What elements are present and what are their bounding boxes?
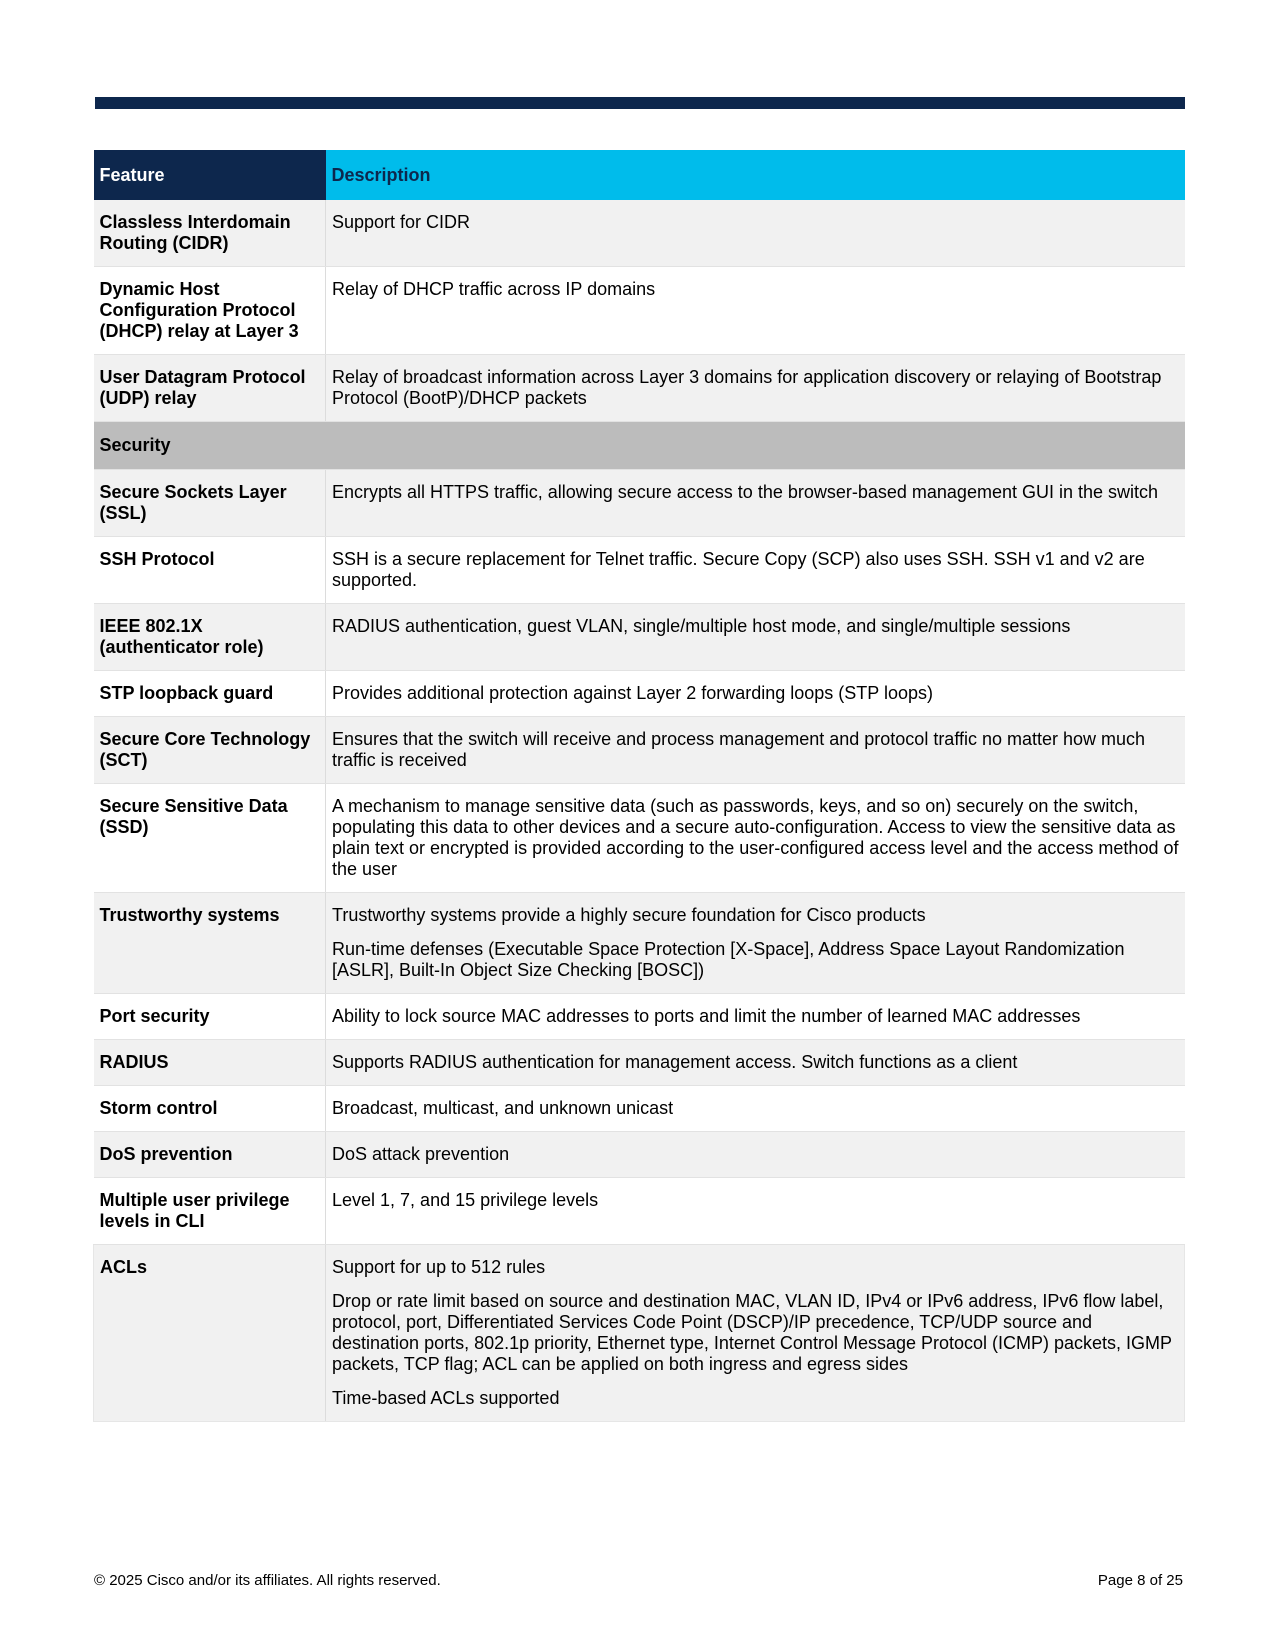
description-paragraph: Provides additional protection against Layer 2 forwarding loops (STP loops) (332, 683, 934, 703)
table-row (94, 1245, 1185, 1422)
feature-cell: IEEE 802.1X (authenticator role) (94, 604, 326, 671)
table-row (94, 604, 1185, 671)
table-row (94, 784, 1185, 893)
description-paragraph: RADIUS authentication, guest VLAN, single/multiple host mode, and single/multiple sessions (332, 616, 1071, 636)
description-paragraph: Run-time defenses (Executable Space Protection [X-Space], Address Space Layout Randomization [ASLR], Built-In Object Size Checking [BOSC]) (332, 939, 1125, 980)
description-cell (326, 355, 1185, 422)
footer-page-number: Page 8 of 25 (1097, 1572, 1183, 1589)
section-row-security (94, 422, 1185, 470)
table-row (94, 994, 1185, 1040)
table-row (94, 470, 1185, 537)
description-paragraph: Support for up to 512 rules (332, 1257, 546, 1277)
description-paragraph: Support for CIDR (332, 212, 471, 232)
description-paragraph: Relay of broadcast information across Layer 3 domains for application discovery or relaying of Bootstrap Protocol (BootP)/DHCP packets (332, 367, 1162, 408)
header-feature: Feature (94, 150, 326, 200)
feature-cell: ACLs (94, 1245, 326, 1422)
description-cell (326, 1086, 1185, 1132)
description-cell (326, 470, 1185, 537)
table-row (94, 1040, 1185, 1086)
description-cell (326, 717, 1185, 784)
description-paragraph: A mechanism to manage sensitive data (such as passwords, keys, and so on) securely on the switch, populating this data to other devices and a secure auto-configuration. Access to view the sensitive data as plain text or encrypted is provided according to the user-configured access level and the access method of the user (332, 796, 1179, 879)
description-paragraph: Supports RADIUS authentication for management access. Switch functions as a client (332, 1052, 1018, 1072)
header-description: Description (326, 150, 1185, 200)
table-row (94, 355, 1185, 422)
description-paragraph: Broadcast, multicast, and unknown unicast (332, 1098, 674, 1118)
feature-cell: SSH Protocol (94, 537, 326, 604)
description-paragraph: Trustworthy systems provide a highly secure foundation for Cisco products (332, 905, 926, 925)
description-cell (326, 267, 1185, 355)
description-paragraph: Level 1, 7, and 15 privilege levels (332, 1190, 599, 1210)
footer-copyright: © 2025 Cisco and/or its affiliates. All rights reserved. (94, 1572, 441, 1589)
table-body (94, 200, 1185, 1422)
table-row (94, 267, 1185, 355)
feature-cell: Secure Core Technology (SCT) (94, 717, 326, 784)
description-paragraph: Ability to lock source MAC addresses to ports and limit the number of learned MAC addresses (332, 1006, 1081, 1026)
table-row (94, 671, 1185, 717)
description-paragraph: DoS attack prevention (332, 1144, 510, 1164)
description-paragraph: Drop or rate limit based on source and destination MAC, VLAN ID, IPv4 or IPv6 address, IPv6 flow label, protocol, port, Differentiated Services Code Point (DSCP)/IP precedence, TCP/UDP source and destination ports, 802.1p priority, Ethernet type, Internet Control Message Protocol (ICMP) packets, IGMP packets, TCP flag; ACL can be applied on both ingress and egress sides (332, 1291, 1172, 1374)
section-label: Security (94, 422, 1185, 470)
table-row (94, 537, 1185, 604)
feature-cell: Multiple user privilege levels in CLI (94, 1178, 326, 1245)
description-cell (326, 200, 1185, 267)
description-cell (326, 671, 1185, 717)
description-cell (326, 784, 1185, 893)
description-cell (326, 893, 1185, 994)
feature-cell: Port security (94, 994, 326, 1040)
description-cell (326, 1178, 1185, 1245)
feature-cell: Trustworthy systems (94, 893, 326, 994)
table-row (94, 1086, 1185, 1132)
header-rule (95, 97, 1185, 109)
description-paragraph: Encrypts all HTTPS traffic, allowing secure access to the browser-based management GUI in the switch (332, 482, 1159, 502)
description-paragraph: Ensures that the switch will receive and process management and protocol traffic no matter how much traffic is received (332, 729, 1146, 770)
table-row (94, 1132, 1185, 1178)
feature-cell: Dynamic Host Configuration Protocol (DHCP) relay at Layer 3 (94, 267, 326, 355)
feature-cell: RADIUS (94, 1040, 326, 1086)
description-cell (326, 1245, 1185, 1422)
feature-cell: DoS prevention (94, 1132, 326, 1178)
description-paragraph: SSH is a secure replacement for Telnet traffic. Secure Copy (SCP) also uses SSH. SSH v1 and v2 are supported. (332, 549, 1145, 590)
description-paragraph: Time-based ACLs supported (332, 1388, 560, 1408)
feature-cell: STP loopback guard (94, 671, 326, 717)
description-cell (326, 537, 1185, 604)
description-cell (326, 994, 1185, 1040)
table-row (94, 717, 1185, 784)
table-header-row (94, 150, 1185, 200)
feature-cell: Secure Sockets Layer (SSL) (94, 470, 326, 537)
description-cell (326, 1040, 1185, 1086)
table-row (94, 200, 1185, 267)
description-cell (326, 604, 1185, 671)
table-row (94, 1178, 1185, 1245)
feature-cell: User Datagram Protocol (UDP) relay (94, 355, 326, 422)
table-row (94, 893, 1185, 994)
description-paragraph: Relay of DHCP traffic across IP domains (332, 279, 656, 299)
feature-cell: Storm control (94, 1086, 326, 1132)
feature-cell: Classless Interdomain Routing (CIDR) (94, 200, 326, 267)
feature-table (93, 150, 1185, 1422)
feature-cell: Secure Sensitive Data (SSD) (94, 784, 326, 893)
description-cell (326, 1132, 1185, 1178)
